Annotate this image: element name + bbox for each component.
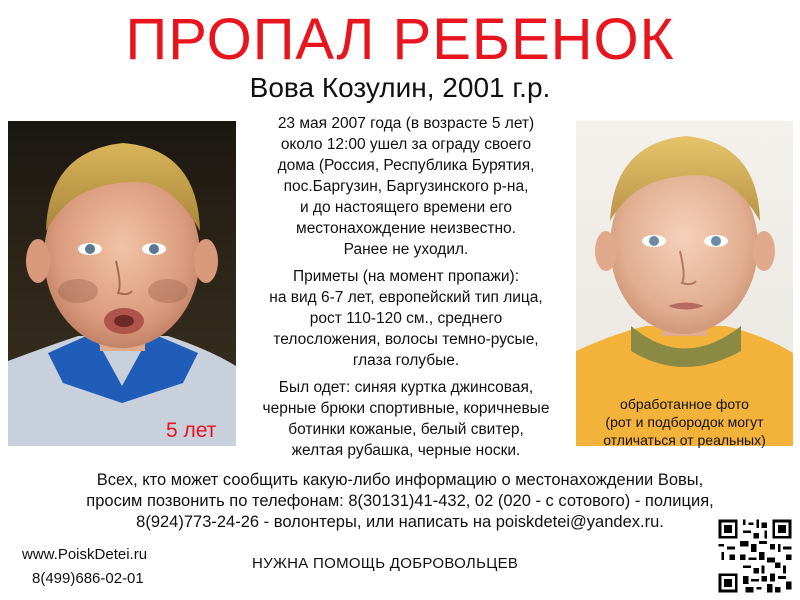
child-photo-original	[8, 121, 236, 446]
poster-title: ПРОПАЛ РЕБЕНОК	[125, 7, 675, 72]
volunteers-needed-text: НУЖНА ПОМОЩЬ ДОБРОВОЛЬЦЕВ	[252, 555, 519, 572]
qr-code-icon	[716, 517, 794, 595]
circumstances-line: местонахождение неизвестно.	[296, 220, 516, 237]
hotline-phone: 8(499)686-02-01	[32, 570, 144, 587]
circumstances-line: и до настоящего времени его	[299, 199, 513, 216]
features-paragraph	[238, 266, 574, 371]
processed-note-line: отличаться от реальных)	[603, 432, 766, 448]
features-line: рост 110-120 см., среднего	[309, 310, 503, 327]
description-block	[238, 113, 574, 467]
child-portrait-illustration	[8, 121, 236, 446]
contact-appeal	[0, 470, 800, 533]
processed-photo-note	[576, 395, 793, 449]
circumstances-line: 23 мая 2007 года (в возрасте 5 лет)	[277, 115, 535, 132]
features-line: глаза голубые.	[352, 352, 460, 369]
features-line: Приметы (на момент пропажи):	[292, 268, 520, 285]
circumstances-line: дома (Россия, Республика Бурятия,	[277, 157, 535, 174]
appeal-line: 8(924)773-24-26 - волонтеры, или написать на poiskdetei@yandex.ru.	[136, 513, 664, 531]
child-name-and-birth-year: Вова Козулин, 2001 г.р.	[249, 72, 551, 103]
circumstances-paragraph	[238, 113, 574, 260]
processed-note-line: (рот и подбородок могут	[605, 414, 764, 430]
appeal-line: Всех, кто может сообщить какую-либо информацию о местонахождении Вовы,	[96, 471, 704, 489]
clothing-line: Был одет: синяя куртка джинсовая,	[278, 379, 534, 396]
photo-age-label: 5 лет	[166, 419, 217, 442]
clothing-paragraph	[238, 377, 574, 461]
website-link[interactable]: www.PoiskDetei.ru	[22, 546, 148, 563]
circumstances-line: около 12:00 ушел за ограду своего	[280, 136, 532, 153]
clothing-line: желтая рубашка, черные носки.	[291, 442, 521, 459]
circumstances-line: Ранее не уходил.	[343, 241, 469, 258]
features-line: на вид 6-7 лет, европейский тип лица,	[269, 289, 543, 306]
circumstances-line: пос.Баргузин, Баргузинского р-на,	[283, 178, 529, 195]
processed-note-line: обработанное фото	[620, 396, 749, 412]
features-line: телосложения, волосы темно-русые,	[273, 331, 539, 348]
clothing-line: черные брюки спортивные, коричневые	[262, 400, 550, 417]
clothing-line: ботинки кожаные, белый свитер,	[288, 421, 524, 438]
appeal-line: просим позвонить по телефонам: 8(30131)41-432, 02 (020 - с сотового) - полиция,	[86, 492, 714, 510]
